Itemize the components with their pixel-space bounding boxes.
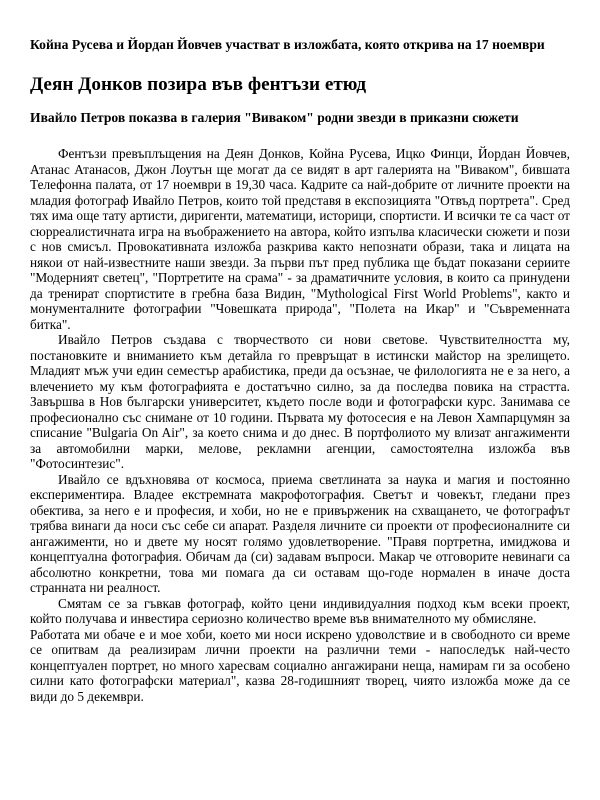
article-headline: Деян Донков позира във фентъзи етюд [30,74,367,95]
article-overline: Койна Русева и Йордан Йовчев участват в изложбата, която открива на 17 ноември [30,37,545,52]
article-subheadline: Ивайло Петров показва в галерия "Виваком" родни звезди в приказни сюжети [30,110,519,125]
article-paragraph: Ивайло се вдъхновява от космоса, приема светлината за наука и магия и постоянно експериментира. Владее екстремната макрофотография. Светът и човекът, гледани през обектива, за него е и професия, и хоби, но не е привърженик на схващането, че фотографът трябва винаги да носи със себе си апарат. Разделя личните си проекти от професионалните си ангажименти, но и двете му носят голямо удовлетворение. "Правя портретна, имиджова и концептуална фотография. Обичам да (си) задавам въпроси. Макар че отговорите невинаги са абсолютно конкретни, това ми помага да си оставам що-годе нормален в иначе доста странната ни реалност. [30,471,570,595]
article-paragraph: Фентъзи превъплъщения на Деян Донков, Койна Русева, Ицко Финци, Йордан Йовчев, Атанас Атанасов, Джон Лоутън ще могат да се видят в арт галерията на "Виваком", бившата Телефонна палата, от 17 ноември в 19,30 часа. Кадрите са най-добрите от личните проекти на младия фотограф Ивайло Петров, които той представя в експозицията "Отвъд портрета". Сред тях има още тату артисти, диригенти, математици, историци, спортисти. И всички те са част от сюрреалистичната игра на въображението на автора, който изпълва класически сюжети и пози с нов смисъл. Провокативната изложба разкрива както непознати образи, така и лицата на някои от най-известните наши звезди. За първи път пред публика ще бъдат показани сериите "Модерният светец", "Портретите на срама" - за драматичните условия, в които са принудени да тренират спортистите в гребна база Видин, "Mythological First World Problems", както и монументалните фотографии "Човешката природа", "Полета на Икар" и "Съвременната битка". [30,146,570,332]
article-body [30,146,570,704]
article-paragraph: Смятам се за гъвкав фотограф, който цени индивидуалния подход към всеки проект, който получава и инвестира сериозно количество време във внимателното му обмисляне. [30,595,570,626]
article-paragraph: Работата ми обаче е и мое хоби, което ми носи искрено удоволствие и в свободното си време се опитвам да реализирам лични проекти на различни теми - напоследък най-често концептуален портрет, но много харесвам социално ангажирани неща, намирам ги за особено силни като фотографски материал", казва 28-годишният творец, чиято изложба може да се види до 5 декември. [30,626,570,704]
article-paragraph: Ивайло Петров създава с творчеството си нови светове. Чувствителността му, постановките и вниманието към детайла го превръщат в истински майстор на зрелището. Младият мъж учи един семестър арабистика, преди да осъзнае, че филологията не е за него, а влечението му към фотографията е достатъчно силно, за да последва повика на страстта. Завършва в Нов български университет, където после води и фотографски курс. Занимава се професионално със снимане от 10 години. Първата му фотосесия е на Левон Хампарцумян за списание "Bulgaria On Air", за което снима и до днес. В портфолиото му влизат ангажименти за автомобилни марки, мелове, рекламни агенции, самостоятелна изложба във "Фотосинтезис". [30,332,570,471]
